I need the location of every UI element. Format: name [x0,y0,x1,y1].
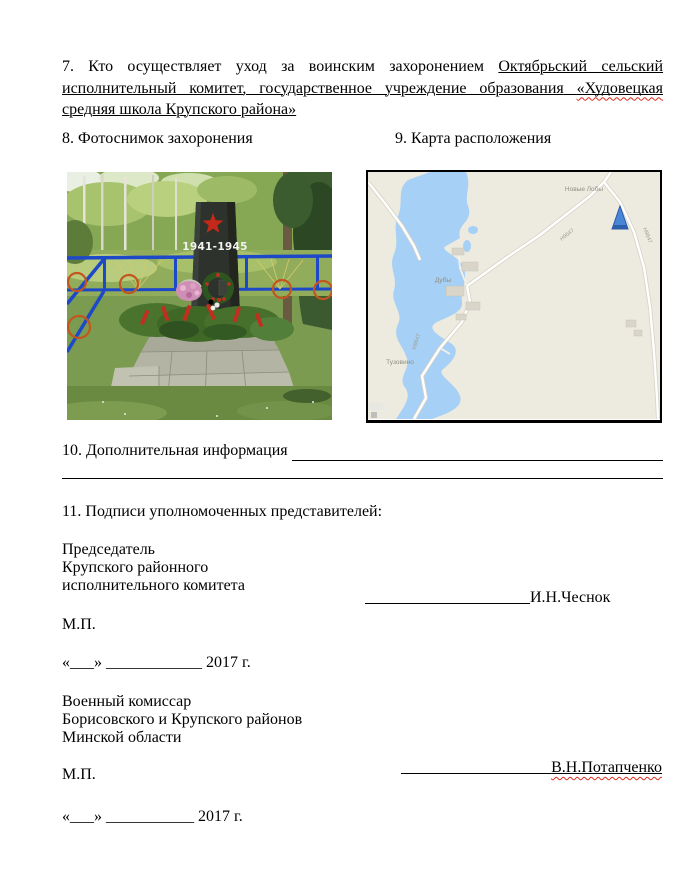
fir-garland [159,321,199,339]
question-9-label: 9. Карта расположения [395,130,552,147]
map-canvas [368,172,660,419]
question-8-label: 8. Фотоснимок захоронения [62,130,253,147]
date-line-1: «___» ____________ 2017 г. [62,654,251,671]
blank-line [292,442,663,461]
road-label: Н9647 [641,226,653,245]
signature-blank-line [365,586,530,604]
fir-garland [250,317,294,341]
q7-underlined-answer: Октябрьский сельский исполнительный комитет, государственное учреждение образования «Худовецкая средняя школа Крупского района» [62,58,664,118]
signature2-name-row [385,754,662,777]
signature2-title-line: Минской области [62,729,182,746]
signature2-title-line: Борисовского и Крупского районов [62,711,303,728]
birch-trunk [124,177,127,259]
road-label: Н9647 [559,227,576,243]
question-7-text [62,56,663,121]
q7-misspelled-word: «Худовецкая [576,79,664,97]
obelisk-years-text: 1941-1945 [182,241,248,253]
signature1-title-line: исполнительного комитета [62,577,245,594]
village-label-mid: Дубы [434,277,452,284]
location-map [366,170,662,423]
birch-trunk [152,175,154,259]
birch-trunk [175,178,177,256]
question-11-label: 11. Подписи уполномоченных представителей: [62,503,383,520]
burial-photo [67,172,332,420]
platform-shadow [283,389,331,403]
fir-garland [203,324,247,340]
signature1-title-line: Председатель [62,541,155,558]
signature1-title [62,541,245,595]
date-line-2: «___» ___________ 2017 г. [62,808,243,825]
seal-mark-2: М.П. [62,766,96,783]
foliage [127,181,207,217]
village-label-bottom: Тузовино [386,359,414,366]
signature1-title-line: Крупского районного [62,559,209,576]
road-label: Н9647 [411,333,423,351]
map-pond [468,226,478,234]
question-10-label: 10. Дополнительная информация [62,442,288,459]
signature2-title [62,693,302,747]
signature1-name-row [365,584,635,607]
foliage [197,176,257,204]
q7-prefix: 7. Кто осуществляет уход за воинским захоронением [62,58,485,75]
signature2-name: В.Н.Потапченко [551,759,662,776]
signature2-title-line: Военный комиссар [62,693,192,710]
blank-line [62,460,663,479]
signature1-name: И.Н.Чеснок [530,589,611,606]
signature-blank-line [401,756,551,774]
conifer [273,172,313,228]
village-label-top: Новые Лобы [564,186,604,193]
question-10-row [62,442,663,461]
seal-mark-1: М.П. [62,616,96,633]
burial-photo-canvas [67,172,332,420]
